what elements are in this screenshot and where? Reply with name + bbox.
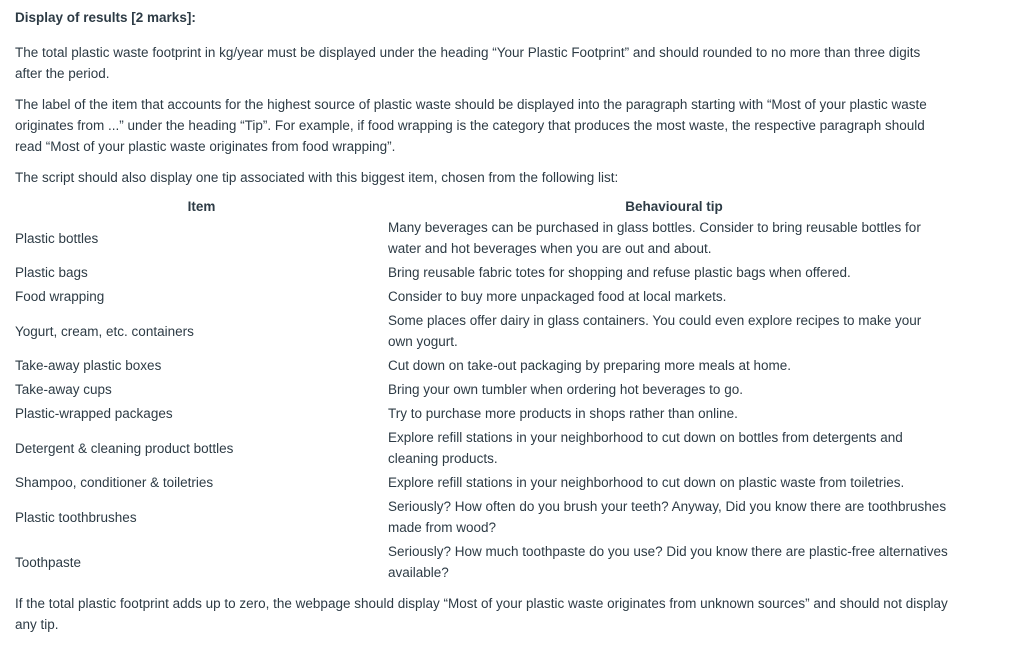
table-row [15,310,960,355]
table-row [15,472,960,496]
footer-paragraph: If the total plastic footprint adds up to zero, the webpage should display “Most of your plastic waste originates from unknown sources” and should not display any tip. [15,596,948,632]
table-header-row [15,196,960,217]
table-row [15,217,960,262]
tip-cell: Many beverages can be purchased in glass bottles. Consider to bring reusable bottles for water and hot beverages when you are out and about. [388,220,921,256]
item-cell: Shampoo, conditioner & toiletries [15,475,214,490]
tip-cell: Explore refill stations in your neighborhood to cut down on bottles from detergents and cleaning products. [388,430,903,466]
item-cell: Take-away cups [15,382,112,397]
item-cell: Food wrapping [15,289,105,304]
item-cell: Plastic toothbrushes [15,509,137,525]
item-cell: Plastic bags [15,265,88,280]
table-row [15,286,960,310]
table-row [15,379,960,403]
table-row [15,496,960,541]
item-cell: Plastic bottles [15,230,99,246]
table-row [15,262,960,286]
tip-cell: Consider to buy more unpackaged food at local markets. [388,289,727,304]
tip-column-header: Behavioural tip [625,199,723,214]
paragraph-label: The label of the item that accounts for the highest source of plastic waste should be displayed into the paragraph starting with “Most of your plastic waste originates from ...” under the heading “Tip”. For example, if food wrapping is the category that produces the most waste, the respective paragraph should read “Most of your plastic waste originates from food wrapping”. [15,97,927,154]
table-row [15,541,960,586]
tip-cell: Seriously? How much toothpaste do you use? Did you know there are plastic-free alternatives available? [388,544,948,580]
item-cell: Yogurt, cream, etc. containers [15,323,194,339]
tip-cell: Seriously? How often do you brush your teeth? Anyway, Did you know there are toothbrushes made from wood? [388,499,947,535]
paragraph-tip-intro: The script should also display one tip associated with this biggest item, chosen from the following list: [15,170,619,185]
tip-cell: Cut down on take-out packaging by preparing more meals at home. [388,358,791,373]
item-cell: Toothpaste [15,554,82,570]
item-column-header: Item [187,199,216,214]
tip-cell: Explore refill stations in your neighborhood to cut down on plastic waste from toiletries. [388,475,905,490]
tip-cell: Some places offer dairy in glass containers. You could even explore recipes to make your own yogurt. [388,313,922,349]
table-row [15,427,960,472]
item-cell: Detergent & cleaning product bottles [15,440,234,456]
tip-cell: Try to purchase more products in shops rather than online. [388,406,738,421]
section-title: Display of results [2 marks]: [15,10,196,25]
paragraph-footprint: The total plastic waste footprint in kg/year must be displayed under the heading “Your Plastic Footprint” and should rounded to no more than three digits after the period. [15,45,921,81]
item-cell: Take-away plastic boxes [15,358,162,373]
table-row [15,403,960,427]
tips-table [15,196,960,586]
item-cell: Plastic-wrapped packages [15,406,173,421]
tip-cell: Bring reusable fabric totes for shopping and refuse plastic bags when offered. [388,265,851,280]
table-row [15,355,960,379]
tip-cell: Bring your own tumbler when ordering hot beverages to go. [388,382,743,397]
